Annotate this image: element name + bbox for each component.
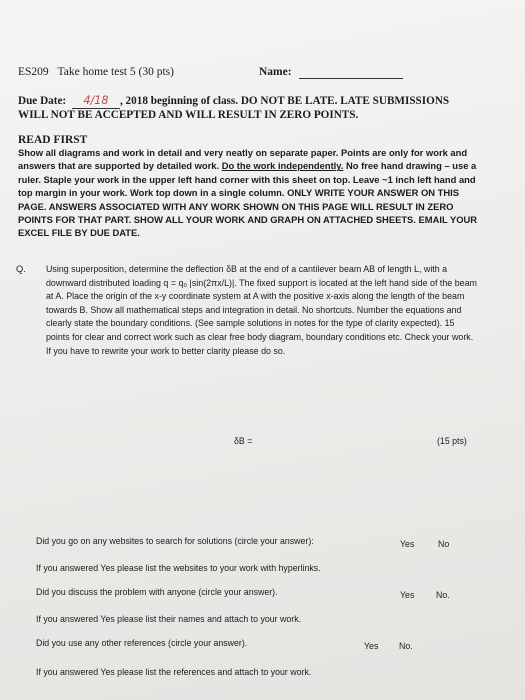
due-date-line-2: WILL NOT BE ACCEPTED AND WILL RESULT IN ZERO POINTS. [18,109,359,121]
survey-websites-question: Did you go on any websites to search for solutions (circle your answer): [36,536,314,546]
references-no-option[interactable]: No. [399,641,413,651]
read-first-title: READ FIRST [18,134,88,146]
deflection-answer-label: δB = [234,436,253,446]
instructions-paragraph [18,146,488,240]
references-followup: If you answered Yes please list the references and attach to your work. [36,667,312,677]
instructions-part-1: Show all diagrams and work in detail and very neatly on separate paper. Points are only for work and answers that are supported by detailed work. [18,147,468,172]
course-code: ES209 [18,66,49,78]
discuss-followup: If you answered Yes please list their names and attach to your work. [36,614,302,624]
due-date-label: Due Date: [18,95,67,107]
question-points: (15 pts) [437,436,467,446]
due-date-line-1 [18,94,518,109]
name-label: Name: [259,66,292,78]
due-date-rest: , 2018 beginning of class. DO NOT BE LATE. LATE SUBMISSIONS [119,95,450,107]
discuss-no-option[interactable]: No. [436,590,450,600]
due-date-block [18,94,518,122]
survey-discuss-question: Did you discuss the problem with anyone (circle your answer). [36,587,278,597]
name-blank-line [299,78,403,79]
question-text: Using superposition, determine the deflection δB at the end of a cantilever beam AB of length L, with a downward distributed loading q = q₀ |sin(2πx/L)|. The fixed support is located at the left hand side of the beam at A. Place the origin of the x-y coordinate system at A with the positive x-axis along the length of the beam towards B. Show all mathematical steps and integration in detail. No shortcuts. Number the equations and clearly state the boundary conditions. (See sample solutions in notes for the type of clarity expected). 15 points for clear and correct work such as clear free body diagram, boundary conditions etc. Check your work. If you have to rewrite your work to better clarity please do so. [46,264,477,356]
due-date-blank [72,94,120,109]
websites-followup: If you answered Yes please list the websites to your work with hyperlinks. [36,563,321,573]
websites-no-option[interactable]: No [438,539,450,549]
websites-yes-option[interactable]: Yes [400,539,415,549]
course-header [18,66,174,78]
references-yes-option[interactable]: Yes [364,641,379,651]
survey-references-question: Did you use any other references (circle your answer). [36,638,248,648]
discuss-yes-option[interactable]: Yes [400,590,415,600]
test-title: Take home test 5 (30 pts) [57,66,174,78]
handwritten-date: 4/18 [83,94,109,107]
instructions-part-2: No free hand drawing – use a ruler. Staple your work in the upper left hand corner with this sheet on top. Leave ~1 inch left hand and top margin in your work. Work top down in a single column. ONLY WRITE YOUR ANSWER ON THIS PAGE. ANSWERS ASSOCIATED WITH ANY WORK SHOWN ON THIS PAGE WILL RESULT IN ZERO POINTS FOR THAT PART. SHOW ALL YOUR WORK AND GRAPH ON ATTACHED SHEETS. EMAIL YOUR EXCEL FILE BY DUE DATE. [18,160,478,239]
independent-work-note: Do the work independently. [221,160,344,172]
question-label: Q. [16,264,26,274]
